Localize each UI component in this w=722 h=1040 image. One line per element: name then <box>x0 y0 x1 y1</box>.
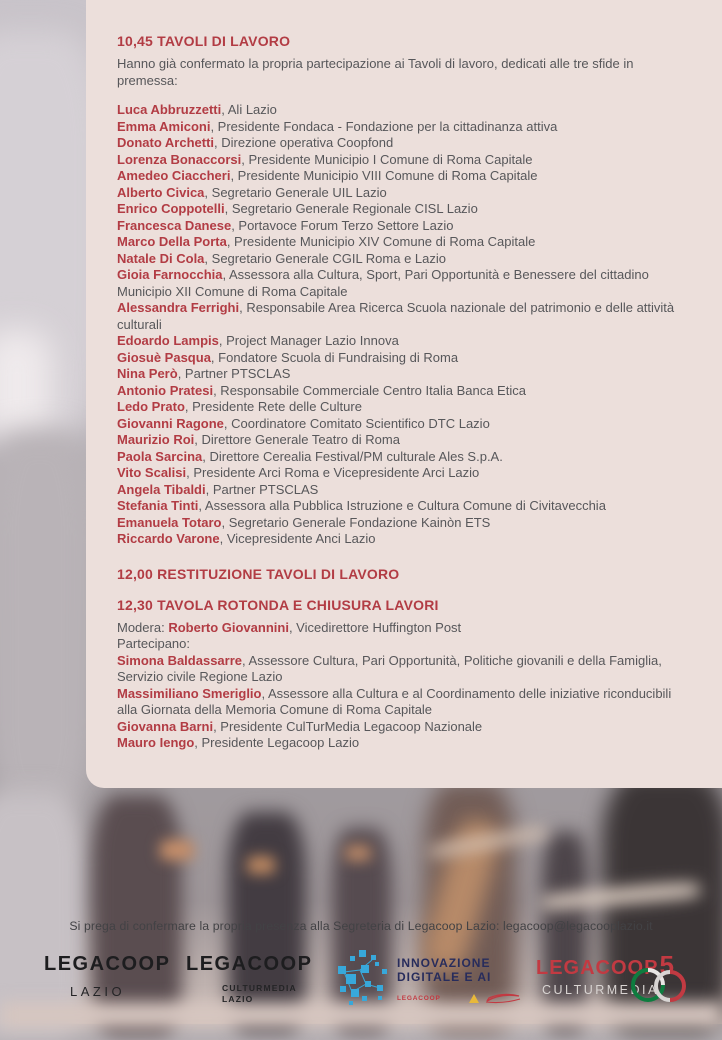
culturmedia-subtext: CULTURMEDIA <box>542 983 659 997</box>
participant-name: Emma Amiconi <box>117 118 211 134</box>
participant-entry <box>117 251 689 268</box>
participant-role: , Fondatore Scuola di Fundraising di Roma <box>210 349 459 365</box>
background-blur-shape <box>345 845 371 861</box>
participant-entry <box>117 168 689 185</box>
participant-entry <box>117 399 689 416</box>
participant-entry <box>117 350 689 367</box>
participant-entry <box>117 432 689 449</box>
legacoop-lazio-subtext: LAZIO <box>70 984 126 999</box>
participant-entry <box>117 498 689 515</box>
participant-entry <box>117 201 689 218</box>
participant-name: Ledo Prato <box>117 399 185 414</box>
participant-name: Paola Sarcina <box>117 448 203 464</box>
roundtable-participants-list <box>117 653 689 752</box>
participant-role: , Assessore Cultura, Pari Opportunità, Politiche giovanili e della Famiglia, Servizio civile Regione Lazio <box>117 652 662 684</box>
participant-role: , Presidente Fondaca - Fondazione per la cittadinanza attiva <box>210 118 558 134</box>
participant-name: Maurizio Roi <box>117 432 195 447</box>
participant-name: Francesca Danese <box>117 217 232 233</box>
participant-entry <box>117 383 689 400</box>
participant-role: , Presidente Municipio XIV Comune di Roma Capitale <box>226 234 536 249</box>
session-heading-1045: 10,45 TAVOLI DI LAVORO <box>117 33 291 49</box>
participant-name: Alberto Civica <box>117 184 205 200</box>
participant-entry <box>117 686 689 719</box>
legacoop-wordmark: LEGACOOP <box>186 953 313 975</box>
participant-name: Alessandra Ferrighi <box>117 300 240 315</box>
participant-entry <box>117 735 689 752</box>
participant-entry <box>117 300 689 333</box>
participant-name: Giovanna Barni <box>117 718 214 734</box>
background-blur-shape <box>160 840 194 860</box>
participant-role: , Assessora alla Pubblica Istruzione e Cultura Comune di Civitavecchia <box>198 498 606 513</box>
anniversary-rings-icon <box>630 958 690 1016</box>
yellow-triangle-icon <box>469 994 479 1003</box>
participant-entry <box>117 119 689 136</box>
moderator-name: Roberto Giovannini <box>168 619 289 635</box>
participant-role: , Assessore alla Cultura e al Coordinamento delle iniziative riconducibili alla Giornata della Memoria Comune di Roma Capitale <box>117 685 672 717</box>
participant-role: , Presidente Rete delle Culture <box>184 399 362 414</box>
participant-role: , Direttore Generale Teatro di Roma <box>194 432 400 447</box>
participant-name: Emanuela Totaro <box>117 514 222 530</box>
participant-name: Giovanni Ragone <box>117 415 224 431</box>
anniversary-5: 5 <box>659 950 675 980</box>
moderator-role: , Vicedirettore Huffington Post <box>288 619 462 635</box>
participant-name: Donato Archetti <box>117 135 215 150</box>
participant-name: Giosuè Pasqua <box>117 349 211 365</box>
participant-name: Marco Della Porta <box>117 234 227 249</box>
participant-role: , Presidente Arci Roma e Vicepresidente Arci Lazio <box>186 465 480 480</box>
culturmedia-subtext: CULTURMEDIA <box>222 983 297 993</box>
participant-name: Gioia Farnocchia <box>117 267 223 282</box>
participant-entry <box>117 482 689 499</box>
lazio-subtext: LAZIO <box>222 994 254 1004</box>
participant-entry <box>117 102 689 119</box>
participant-name: Edoardo Lampis <box>117 333 219 348</box>
participant-role: , Presidente Municipio VIII Comune di Roma Capitale <box>230 168 538 183</box>
participant-role: , Partner PTSCLAS <box>177 366 291 381</box>
participant-entry <box>117 152 689 169</box>
participant-role: , Coordinatore Comitato Scientifico DTC Lazio <box>223 415 490 431</box>
red-swoosh-icon <box>483 991 523 1005</box>
participant-name: Mauro Iengo <box>117 735 195 750</box>
participant-entry <box>117 531 689 548</box>
participant-entry <box>117 515 689 532</box>
participant-role: , Presidente Municipio I Comune di Roma Capitale <box>241 151 533 167</box>
participant-entry <box>117 267 689 300</box>
footer-note <box>0 919 722 933</box>
participant-entry <box>117 135 689 152</box>
session-heading-1200: 12,00 RESTITUZIONE TAVOLI DI LAVORO <box>117 565 400 582</box>
participant-entry <box>117 366 689 383</box>
background-blur-shape <box>247 856 275 874</box>
pixel-cluster-icon <box>334 948 390 1010</box>
participant-role: , Segretario Generale Fondazione Kainòn ETS <box>221 514 491 530</box>
participant-name: Angela Tibaldi <box>117 481 206 497</box>
participant-role: , Presidente CulTurMedia Legacoop Nazionale <box>213 718 483 734</box>
participant-role: , Portavoce Forum Terzo Settore Lazio <box>231 217 454 233</box>
participant-role: , Responsabile Area Ricerca Scuola nazionale del patrimonio e delle attività culturali <box>117 300 675 332</box>
participant-entry <box>117 719 689 736</box>
participant-name: Vito Scalisi <box>117 465 187 480</box>
participant-name: Lorenza Bonaccorsi <box>117 151 242 167</box>
participant-entry <box>117 465 689 482</box>
participant-name: Enrico Coppotelli <box>117 201 225 216</box>
participant-name: Simona Baldassarre <box>117 652 243 668</box>
participant-name: Massimiliano Smeriglio <box>117 685 262 701</box>
participant-entry <box>117 416 689 433</box>
program-panel <box>86 0 722 788</box>
participant-role: , Responsabile Commerciale Centro Italia Banca Etica <box>213 382 526 398</box>
participant-name: Amedeo Ciaccheri <box>117 168 231 183</box>
legacoop-wordmark: LEGACOOP <box>44 953 171 975</box>
participant-role: , Presidente Legacoop Lazio <box>194 735 360 750</box>
participant-entry <box>117 218 689 235</box>
innovazione-title-line1: INNOVAZIONE <box>397 956 491 970</box>
participant-name: Nina Però <box>117 366 178 381</box>
participant-name: Natale Di Cola <box>117 250 205 266</box>
participant-role: , Partner PTSCLAS <box>205 481 319 497</box>
intro-paragraph: Hanno già confermato la propria partecipazione ai Tavoli di lavoro, dedicati alle tre sfide in premessa: <box>117 56 634 88</box>
participant-entry <box>117 653 689 686</box>
participant-role: , Segretario Generale UIL Lazio <box>204 184 387 200</box>
participant-name: Stefania Tinti <box>117 498 199 513</box>
background-blur-shape <box>0 430 95 810</box>
email-text: legacoop@legacooplazio.it <box>503 919 653 933</box>
participant-entry <box>117 185 689 202</box>
legacoop-culturmedia-lazio-logo <box>186 953 326 1005</box>
participant-role: , Ali Lazio <box>221 102 277 117</box>
participant-role: , Segretario Generale Regionale CISL Lazio <box>224 201 478 216</box>
silhouette-shape <box>92 795 182 1035</box>
participant-entry <box>117 333 689 350</box>
legacoop-small-wordmark: LEGACOOP <box>397 994 441 1002</box>
participant-name: Luca Abbruzzetti <box>117 102 222 117</box>
participant-entry <box>117 234 689 251</box>
participant-name: Antonio Pratesi <box>117 382 214 398</box>
participant-role: , Segretario Generale CGIL Roma e Lazio <box>204 250 447 266</box>
legacoop-lazio-logo <box>44 953 174 999</box>
session-heading-1230: 12,30 TAVOLA ROTONDA E CHIUSURA LAVORI <box>117 596 439 613</box>
participant-name: Riccardo Varone <box>117 531 220 546</box>
legacoop-wordmark: LEGACOOP5 <box>536 950 675 980</box>
participant-entry <box>117 449 689 466</box>
moderator-prefix: Modera: <box>117 619 169 635</box>
participant-role: , Direzione operativa Coopfond <box>214 135 394 150</box>
legacoop-culturmedia-50-logo <box>536 950 706 997</box>
moderator-line <box>117 620 689 637</box>
participant-role: , Vicepresidente Anci Lazio <box>219 531 376 546</box>
footer-note-text: Si prega di confermare la propria presenza alla Segreteria di Legacoop Lazio: <box>69 919 503 933</box>
innovazione-title-line2: DIGITALE E AI <box>397 970 492 984</box>
innovazione-digitale-ai-logo <box>334 948 523 1010</box>
participant-role: , Direttore Cerealia Festival/PM culturale Ales S.p.A. <box>202 448 503 464</box>
background-blur-shape <box>0 330 52 440</box>
participants-label: Partecipano: <box>117 636 190 651</box>
confirmed-participants-list <box>117 102 689 548</box>
participant-role: , Project Manager Lazio Innova <box>218 333 399 348</box>
participant-role: , Assessora alla Cultura, Sport, Pari Opportunità e Benessere del cittadino Municipio XII Comune di Roma Capitale <box>117 267 649 299</box>
